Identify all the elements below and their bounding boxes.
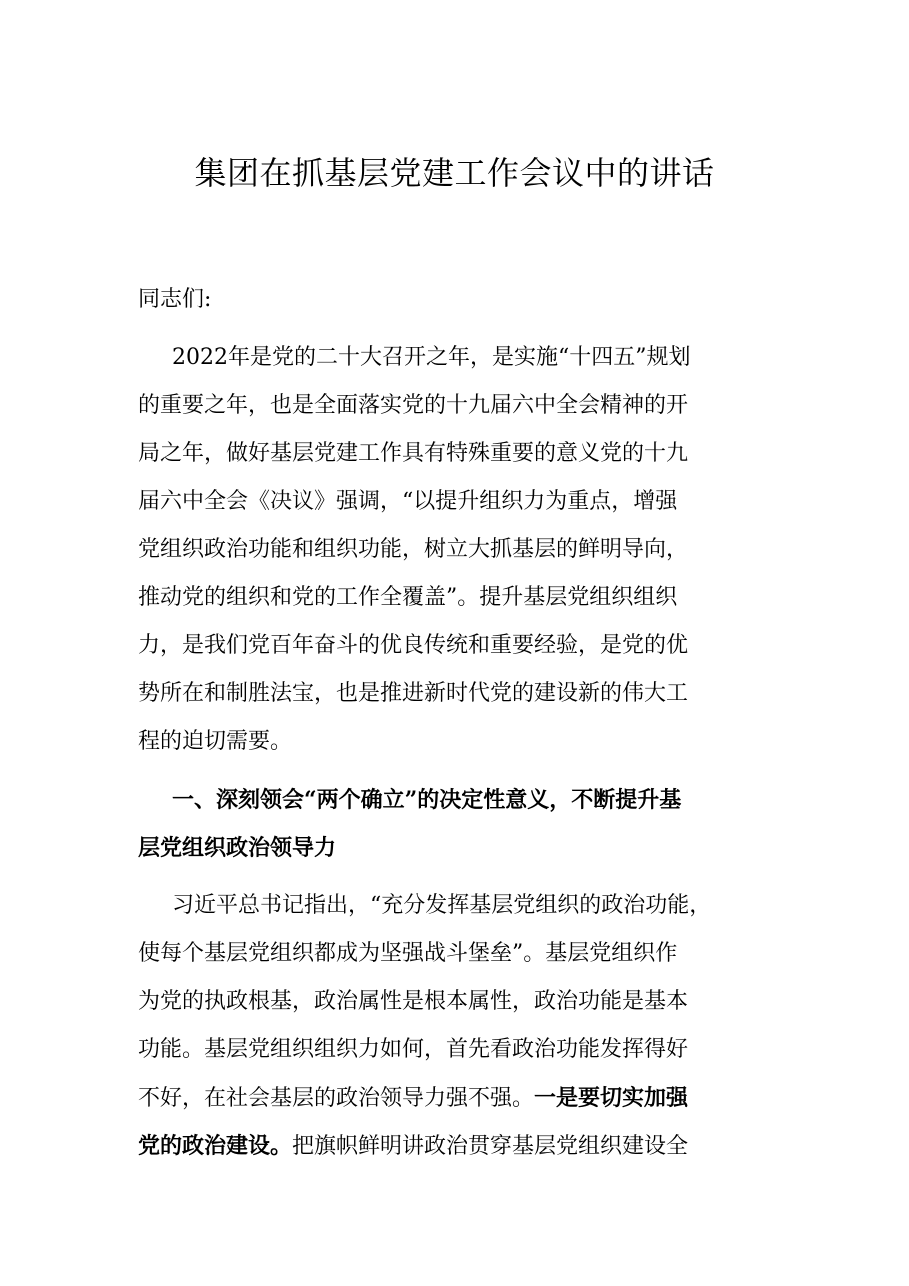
para2-line-5-normal: 不好，在社会基层的政治领导力强不强。 [138,1086,535,1111]
para1-line-8: 势所在和制胜法宝，也是推进新时代党的建设新的伟大工 [138,681,689,706]
para1-line-7: 力，是我们党百年奋斗的优良传统和重要经验，是党的优 [138,633,689,658]
para2-line-4: 功能。基层党组织组织力如何，首先看政治功能发挥得好 [138,1037,689,1062]
para2-line-6-normal: 把旗帜鲜明讲政治贯穿基层党组织建设全 [292,1134,689,1159]
para2-line-5 [138,1083,688,1114]
para1-line-6: 推动党的组织和党的工作全覆盖”。提升基层党组织组织 [138,585,678,610]
para2-line-2: 使每个基层党组织都成为坚强战斗堡垒”。基层党组织作 [138,941,678,966]
para2-line-6-bold: 党的政治建设。 [138,1133,293,1159]
para1-line-5: 党组织政治功能和组织功能，树立大抓基层的鲜明导向， [138,537,689,562]
para2-line-1: 习近平总书记指出，“充分发挥基层党组织的政治功能， [172,893,712,918]
para2-line-3: 为党的执政根基，政治属性是根本属性，政治功能是基本 [138,989,689,1014]
salutation: 同志们: [138,287,212,312]
para2-line-5-bold: 一是要切实加强 [534,1085,689,1111]
heading1-line-2: 层党组织政治领导力 [138,835,337,861]
heading1-line-1: 一、深刻领会“两个确立”的决定性意义，不断提升基 [172,787,682,813]
para1-line-4: 届六中全会《决议》强调，“以提升组织力为重点，增强 [138,489,678,514]
para2-line-6 [138,1131,688,1162]
para1-line-3: 局之年，做好基层党建工作具有特殊重要的意义党的十九 [138,441,689,466]
para1-line-1: 2022年是党的二十大召开之年，是实施“十四五”规划 [172,345,691,370]
para1-line-9: 程的迫切需要。 [138,729,293,754]
document-title: 集团在抓基层党建工作会议中的讲话 [194,154,715,192]
para1-line-2: 的重要之年，也是全面落实党的十九届六中全会精神的开 [138,393,689,418]
